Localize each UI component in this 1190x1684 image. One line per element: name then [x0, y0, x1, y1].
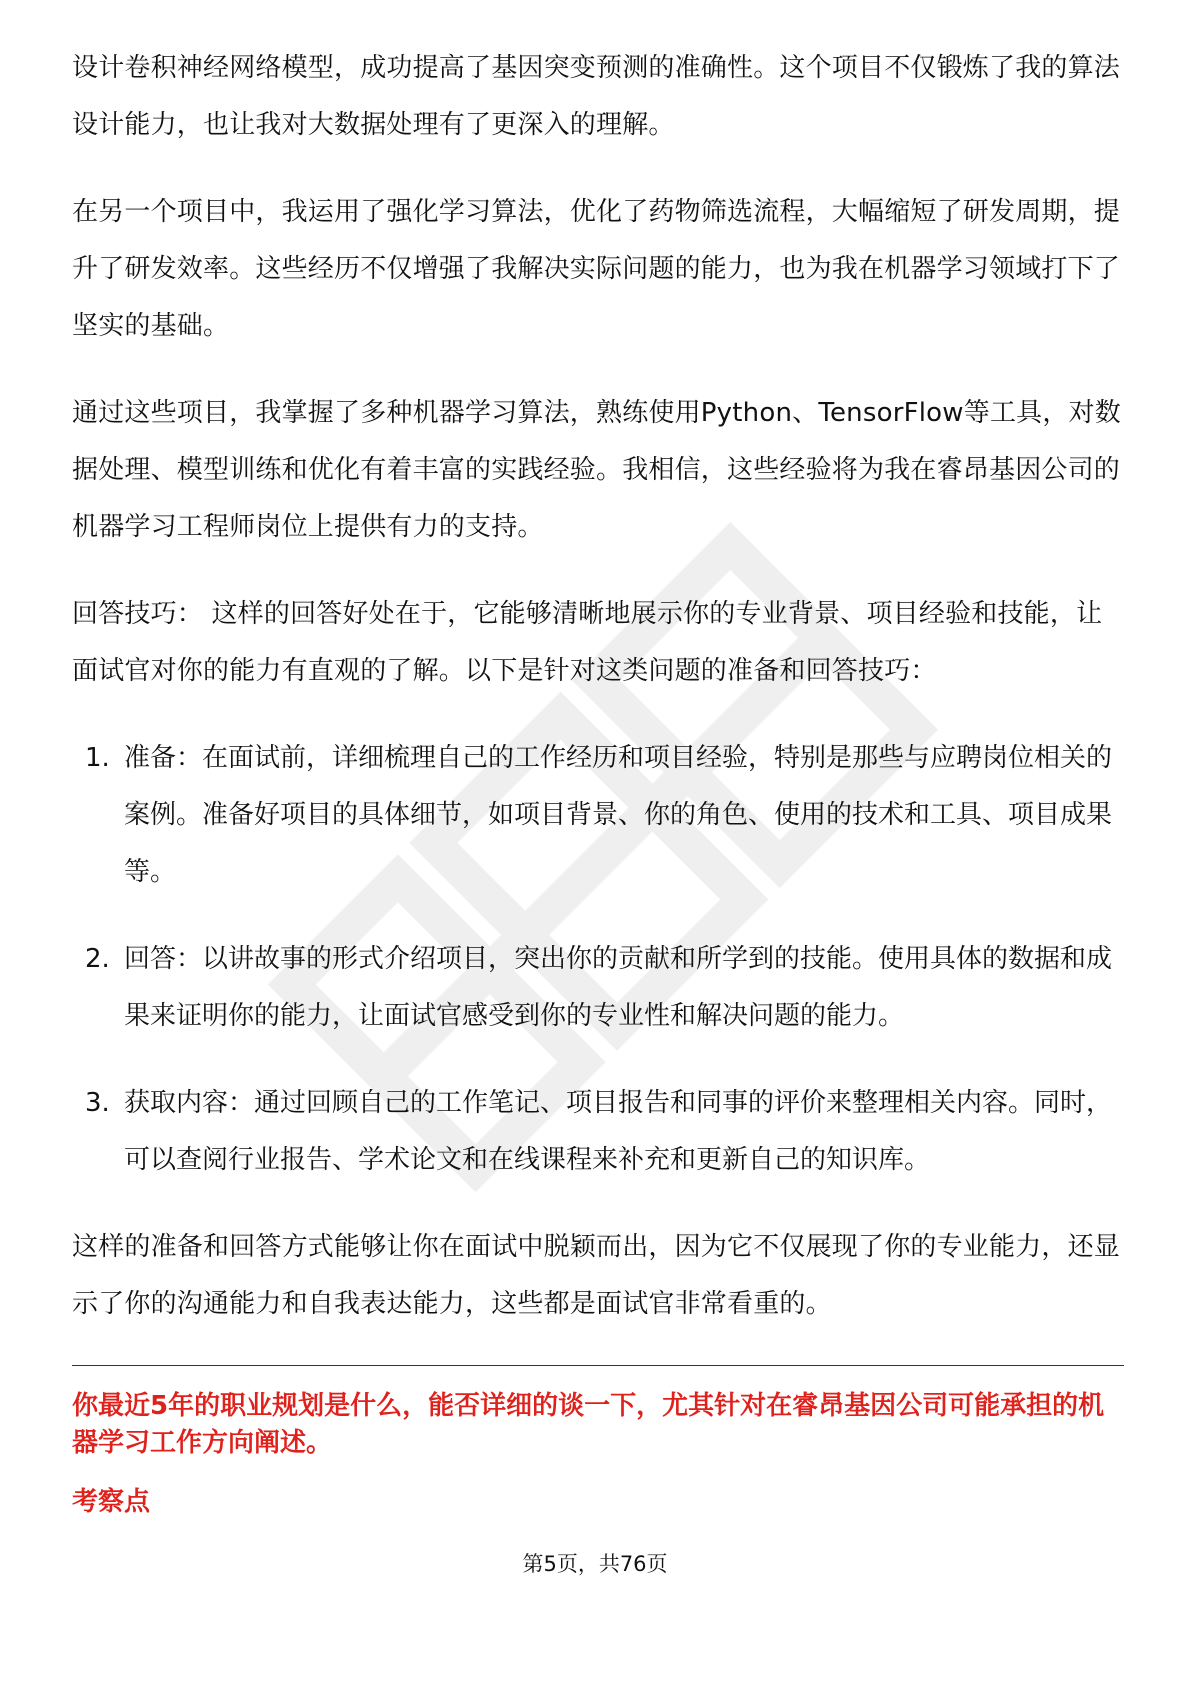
next-question-heading: 你最近5年的职业规划是什么，能否详细的谈一下，尤其针对在睿昂基因公司可能承担的机器学习工作方向阐述。: [72, 1391, 1105, 1458]
paragraph-closing: 这样的准备和回答方式能够让你在面试中脱颖而出，因为它不仅展现了你的专业能力，还显示了你的沟通能力和自我表达能力，这些都是面试官非常看重的。: [72, 1232, 1121, 1319]
list-item-number: 2.: [85, 944, 110, 974]
list-item: [72, 1075, 1124, 1189]
section-divider: [72, 1365, 1124, 1366]
tips-list: [72, 730, 1124, 1189]
list-item-number: 3.: [85, 1088, 110, 1118]
section-label: 考察点: [72, 1487, 151, 1517]
paragraph-second-project: 在另一个项目中，我运用了强化学习算法，优化了药物筛选流程，大幅缩短了研发周期，提升了研发效率。这些经历不仅增强了我解决实际问题的能力，也为我在机器学习领域打下了坚实的基础。: [72, 197, 1121, 341]
list-item-text: 获取内容：通过回顾自己的工作笔记、项目报告和同事的评价来整理相关内容。同时，可以查阅行业报告、学术论文和在线课程来补充和更新自己的知识库。: [124, 1088, 1113, 1175]
main-content: [72, 40, 1124, 1524]
list-item-text: 回答：以讲故事的形式介绍项目，突出你的贡献和所学到的技能。使用具体的数据和成果来证明你的能力，让面试官感受到你的专业性和解决问题的能力。: [124, 944, 1113, 1031]
paragraph-skills: 通过这些项目，我掌握了多种机器学习算法，熟练使用Python、TensorFlow等工具，对数据处理、模型训练和优化有着丰富的实践经验。我相信，这些经验将为我在睿昂基因公司的机器学习工程师岗位上提供有力的支持。: [72, 398, 1121, 542]
list-item-text: 准备：在面试前，详细梳理自己的工作经历和项目经验，特别是那些与应聘岗位相关的案例。准备好项目的具体细节，如项目背景、你的角色、使用的技术和工具、项目成果等。: [124, 743, 1113, 887]
list-item: [72, 730, 1124, 901]
list-item-number: 1.: [85, 743, 110, 773]
paragraph-answer-tips: 回答技巧： 这样的回答好处在于，它能够清晰地展示你的专业背景、项目经验和技能，让面试官对你的能力有直观的了解。以下是针对这类问题的准备和回答技巧：: [72, 599, 1103, 686]
paragraph-project-summary: 设计卷积神经网络模型，成功提高了基因突变预测的准确性。这个项目不仅锻炼了我的算法设计能力，也让我对大数据处理有了更深入的理解。: [72, 53, 1121, 140]
list-item: [72, 931, 1124, 1045]
page-footer: 第5页，共76页: [522, 1552, 668, 1576]
